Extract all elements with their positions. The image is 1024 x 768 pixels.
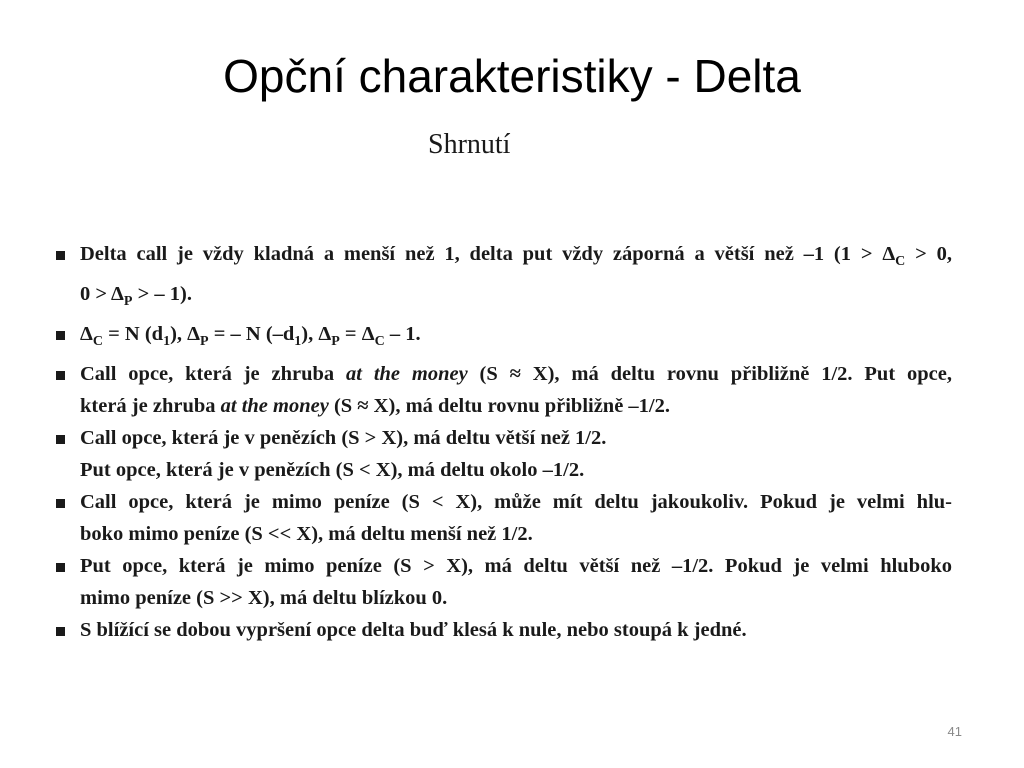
subscript: C xyxy=(92,334,103,349)
subscript: C xyxy=(374,334,385,349)
bullet-line: Delta call je vždy kladná a menší než 1, delta put vždy záporná a větší než –1 ($1 > \Delta_C > 0$, xyxy=(80,243,952,269)
italic-term: at the money xyxy=(346,363,468,385)
bullet-line: boko mimo peníze (S << X), má deltu menší než 1/2. xyxy=(80,523,533,545)
square-bullet-icon xyxy=(56,563,65,572)
square-bullet-icon xyxy=(56,251,65,260)
subscript: 1 xyxy=(163,334,171,349)
bullet-item xyxy=(56,454,952,486)
bullet-line: která je zhruba at the money (S ≈ X), má deltu rovnu přibližně –1/2. xyxy=(80,395,671,417)
bullet-line: Call opce, která je mimo peníze (S < X), může mít deltu jakoukoliv. Pokud je velmi hlu- xyxy=(80,491,952,513)
bullet-line: $\Delta_C = N$ $(d_1)$, $\Delta_P$ = – N $(-d_1)$, $\Delta_P = \Delta_C - 1$. xyxy=(80,323,421,349)
subscript: P xyxy=(123,294,133,309)
square-bullet-icon xyxy=(56,371,65,380)
square-bullet-icon xyxy=(56,331,65,340)
bullet-item xyxy=(56,238,952,318)
bullet-line: Call opce, která je v penězích (S > X), má deltu větší než 1/2. xyxy=(80,427,607,449)
bullet-item xyxy=(56,358,952,422)
bullet-item xyxy=(56,614,952,646)
subscript: 1 xyxy=(294,334,302,349)
bullet-line: Call opce, která je zhruba at the money (S ≈ X), má deltu rovnu přibližně 1/2. Put opce, xyxy=(80,363,953,385)
bullet-line: S blížící se dobou vypršení opce delta buď klesá k nule, nebo stoupá k jedné. xyxy=(80,619,747,641)
bullet-list xyxy=(56,238,952,646)
bullet-item xyxy=(56,422,952,454)
square-bullet-icon xyxy=(56,627,65,636)
slide-subtitle: Shrnutí xyxy=(428,129,511,160)
italic-term: at the money xyxy=(220,395,329,417)
subscript: C xyxy=(895,254,906,269)
subscript: P xyxy=(200,334,209,349)
bullet-line: mimo peníze (S >> X), má deltu blízkou 0. xyxy=(80,587,448,609)
square-bullet-icon xyxy=(56,435,65,444)
bullet-item xyxy=(56,550,952,614)
bullet-line: Put opce, která je mimo peníze (S > X), má deltu větší než –1/2. Pokud je velmi hluboko xyxy=(80,555,952,577)
bullet-item xyxy=(56,318,952,358)
slide-title: Opční charakteristiky - Delta xyxy=(223,50,801,102)
page-number: 41 xyxy=(947,724,962,739)
bullet-line: $0 > \Delta_P$ > – 1). xyxy=(80,283,192,309)
bullet-item xyxy=(56,486,952,550)
square-bullet-icon xyxy=(56,499,65,508)
subscript: P xyxy=(331,334,340,349)
bullet-line: Put opce, která je v penězích (S < X), má deltu okolo –1/2. xyxy=(80,459,585,481)
